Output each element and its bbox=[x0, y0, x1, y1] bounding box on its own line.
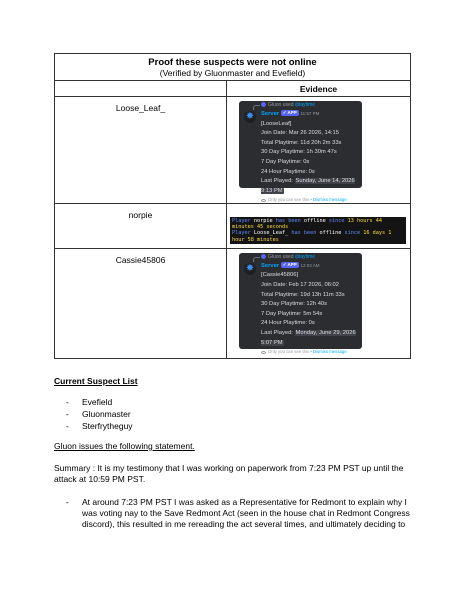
slash-command-link[interactable]: /playtime bbox=[294, 102, 315, 108]
suspect-name: Cassie45806 bbox=[115, 254, 166, 265]
suspect-name-cell bbox=[55, 204, 227, 249]
user-avatar-icon bbox=[261, 254, 266, 259]
bot-username[interactable]: Server bbox=[261, 262, 280, 269]
chat-line: Player Loose_Leaf_ has been offline since 16 days 1 hour 58 minutes bbox=[232, 230, 392, 243]
header-empty-cell bbox=[55, 81, 227, 97]
suspect-list bbox=[66, 396, 133, 432]
playtime-line: Join Date: Feb 17 2026, 06:02 bbox=[261, 282, 339, 288]
command-reply-line: Gluon used /playtime bbox=[239, 253, 362, 261]
message-header bbox=[261, 109, 358, 120]
playtime-line: [LooseLeaf] bbox=[261, 120, 292, 127]
app-badge: ✓ APP bbox=[282, 110, 297, 116]
eye-icon bbox=[261, 199, 266, 202]
list-item: - Evefield bbox=[66, 397, 113, 407]
playtime-line: Join Date: Mar 26 2026, 14:15 bbox=[261, 130, 339, 137]
playtime-line: 24 Hour Playtime: 0s bbox=[261, 168, 315, 175]
playtime-line: [Cassie45806] bbox=[261, 272, 299, 279]
evidence-header: Evidence bbox=[227, 81, 411, 97]
bot-username[interactable]: Server bbox=[261, 111, 280, 117]
minecraft-chat-screenshot bbox=[230, 217, 406, 244]
dismiss-message-link[interactable]: Dismiss message bbox=[312, 349, 347, 355]
evidence-cell bbox=[227, 248, 411, 358]
ephemeral-notice: Only you can see this • Dismiss message bbox=[261, 348, 358, 356]
playtime-line: 7 Day Playtime: 0s bbox=[261, 158, 310, 165]
playtime-line: 24 Hour Playtime: 0s bbox=[261, 320, 315, 327]
message-timestamp: 11:57 PM bbox=[300, 111, 320, 116]
suspect-name: norpie bbox=[128, 210, 153, 220]
playtime-line: 30 Day Playtime: 1h 30m 47s bbox=[261, 149, 337, 156]
playtime-line: 30 Day Playtime: 12h 40s bbox=[261, 301, 328, 308]
suspect-name-cell bbox=[55, 248, 227, 358]
last-played-line: Last Played: Sunday, June 14, 2026 9:13 PM bbox=[261, 178, 355, 194]
statement-bullet: - At around 7:23 PM PST I was asked as a Representative for Redmont to explain why I was voting nay to the Save Redmont Act (seen in the house chat in Redmont Congress discord), this resulted in me rereading the act several times, and ultimately deciding to bbox=[66, 497, 410, 529]
last-played-line: Last Played: Monday, June 29, 2026 5:07 PM bbox=[261, 329, 356, 346]
proof-table-subtitle: (Verified by Gluonmaster and Evefield) bbox=[159, 68, 306, 78]
message-timestamp: 12:03 AM bbox=[300, 262, 320, 268]
gear-icon: ✸ bbox=[245, 111, 255, 122]
list-item: - Gluonmaster bbox=[66, 409, 131, 419]
proof-table-title: Proof these suspects were not online bbox=[148, 57, 317, 68]
suspect-name: Loose_Leaf_ bbox=[115, 103, 166, 113]
suspect-list-title: Current Suspect List bbox=[54, 376, 138, 386]
suspect-name-cell bbox=[55, 97, 227, 204]
list-item: - Sterfrytheguy bbox=[66, 421, 133, 431]
proof-table-title-cell bbox=[55, 54, 411, 81]
discord-playtime-card bbox=[239, 253, 362, 355]
eye-icon bbox=[261, 351, 266, 354]
slash-command-link[interactable]: /playtime bbox=[294, 253, 315, 260]
evidence-cell bbox=[227, 204, 411, 249]
discord-playtime-card bbox=[239, 101, 362, 203]
evidence-cell bbox=[227, 97, 411, 204]
user-avatar-icon bbox=[261, 102, 266, 107]
playtime-line: Total Playtime: 19d 13h 11m 33s bbox=[261, 291, 345, 298]
app-badge: ✓ APP bbox=[282, 262, 297, 268]
playtime-line: Total Playtime: 11d 20h 2m 33s bbox=[261, 139, 342, 146]
statement-heading: Gluon issues the following statement. bbox=[54, 441, 195, 451]
command-reply-line: Gluon used /playtime bbox=[239, 101, 362, 109]
ephemeral-notice: Only you can see this • Dismiss message bbox=[261, 196, 358, 204]
message-header bbox=[261, 261, 358, 272]
dismiss-message-link[interactable]: Dismiss message bbox=[312, 197, 347, 203]
playtime-line: 7 Day Playtime: 5m 54s bbox=[261, 310, 323, 317]
chat-line: Player norpie has been offline since 13 hours 44 minutes 45 seconds bbox=[232, 218, 382, 231]
gear-icon: ✸ bbox=[245, 262, 255, 274]
proof-table bbox=[54, 53, 411, 359]
statement-summary: Summary : It is my testimony that I was working on paperwork from 7:23 PM PST up until the attack at 10:59 PM PST. bbox=[54, 463, 404, 484]
